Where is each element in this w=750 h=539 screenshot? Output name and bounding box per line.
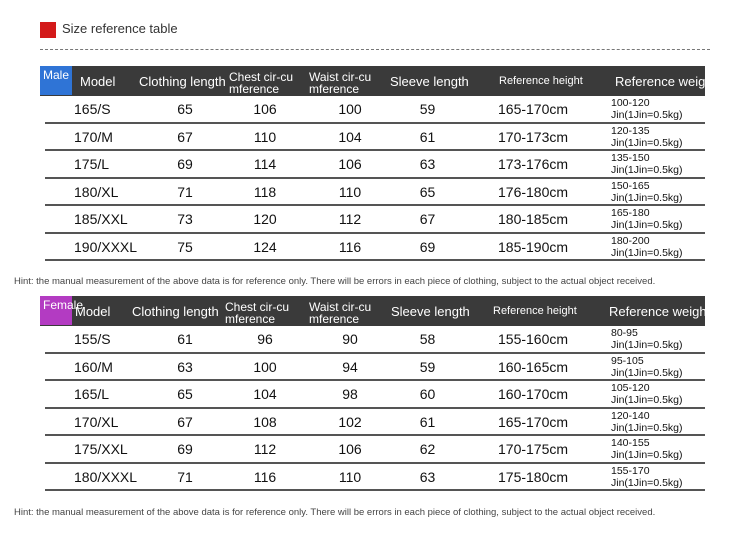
cell-clothing-length: 67 bbox=[177, 128, 193, 145]
cell-clothing-length: 69 bbox=[177, 156, 193, 172]
cell-model: 165/S bbox=[74, 101, 111, 117]
cell-sleeve: 61 bbox=[419, 413, 436, 430]
cell-weight: 95-105 Jin(1Jin=0.5kg) bbox=[611, 354, 683, 379]
cell-model: 165/L bbox=[74, 386, 110, 402]
cell-model: 170/XL bbox=[74, 413, 119, 430]
cell-sleeve: 63 bbox=[419, 156, 436, 172]
cell-clothing-length: 71 bbox=[177, 468, 193, 485]
cell-height: 170-175cm bbox=[498, 441, 569, 457]
cell-clothing-length: 69 bbox=[177, 441, 193, 457]
cell-waist: 106 bbox=[338, 441, 362, 457]
cell-chest: 106 bbox=[253, 101, 277, 117]
col-height: Reference height bbox=[499, 75, 583, 87]
col-weight: Reference weight bbox=[609, 303, 711, 319]
cell-model: 180/XXXL bbox=[74, 468, 138, 485]
col-sleeve: Sleeve length bbox=[391, 303, 470, 319]
cell-chest: 104 bbox=[253, 386, 277, 402]
col-model: Model bbox=[75, 303, 111, 319]
table-row bbox=[45, 326, 705, 354]
cell-clothing-length: 65 bbox=[177, 101, 193, 117]
cell-sleeve: 65 bbox=[419, 183, 436, 200]
col-waist: Waist cir-cumference bbox=[309, 300, 372, 326]
cell-height: 170-173cm bbox=[498, 128, 569, 145]
col-weight: Reference weight bbox=[615, 73, 717, 89]
cell-chest: 110 bbox=[253, 128, 277, 145]
cell-weight: 135-150 Jin(1Jin=0.5kg) bbox=[611, 152, 683, 176]
cell-sleeve: 59 bbox=[419, 101, 436, 117]
cell-chest: 120 bbox=[253, 211, 277, 227]
cell-chest: 100 bbox=[253, 358, 277, 375]
cell-height: 165-170cm bbox=[498, 101, 569, 117]
cell-sleeve: 67 bbox=[419, 211, 436, 227]
cell-model: 185/XXL bbox=[74, 211, 128, 227]
cell-weight: 140-155 Jin(1Jin=0.5kg) bbox=[611, 437, 683, 461]
table-row bbox=[45, 381, 705, 409]
cell-clothing-length: 75 bbox=[177, 238, 193, 255]
cell-clothing-length: 63 bbox=[177, 358, 193, 375]
cell-waist: 112 bbox=[338, 211, 362, 227]
cell-waist: 98 bbox=[342, 386, 358, 402]
cell-weight: 165-180 Jin(1Jin=0.5kg) bbox=[611, 207, 683, 231]
cell-waist: 110 bbox=[338, 468, 362, 485]
female-header-row bbox=[40, 296, 711, 326]
cell-waist: 116 bbox=[338, 238, 362, 255]
cell-model: 155/S bbox=[74, 331, 111, 347]
cell-height: 180-185cm bbox=[498, 211, 569, 227]
table-row bbox=[45, 234, 705, 262]
cell-waist: 106 bbox=[338, 156, 362, 172]
cell-height: 175-180cm bbox=[498, 468, 569, 485]
table-row bbox=[45, 179, 705, 207]
table-row bbox=[45, 151, 705, 179]
cell-model: 190/XXXL bbox=[74, 238, 138, 255]
cell-waist: 110 bbox=[338, 183, 362, 200]
cell-height: 160-165cm bbox=[498, 358, 569, 375]
cell-model: 160/M bbox=[74, 358, 113, 375]
cell-model: 175/XXL bbox=[74, 441, 128, 457]
cell-height: 160-170cm bbox=[498, 386, 569, 402]
gender-tag-female: Female bbox=[40, 296, 72, 325]
female-hint: Hint: the manual measurement of the above data is for reference only. There will be errors in each piece of clothing, subject to the actual object received. bbox=[14, 507, 656, 518]
table-row bbox=[45, 124, 705, 152]
cell-sleeve: 58 bbox=[419, 331, 436, 347]
cell-height: 155-160cm bbox=[498, 331, 569, 347]
cell-height: 185-190cm bbox=[498, 238, 569, 255]
cell-sleeve: 62 bbox=[419, 441, 436, 457]
col-chest: Chest cir-cumference bbox=[229, 70, 294, 96]
cell-weight: 150-165 Jin(1Jin=0.5kg) bbox=[611, 179, 683, 204]
cell-weight: 80-95 Jin(1Jin=0.5kg) bbox=[611, 327, 683, 351]
cell-waist: 94 bbox=[342, 358, 358, 375]
cell-clothing-length: 65 bbox=[177, 386, 193, 402]
cell-chest: 124 bbox=[253, 238, 277, 255]
table-row bbox=[45, 96, 705, 124]
col-model: Model bbox=[80, 73, 116, 89]
col-waist: Waist cir-cumference bbox=[309, 70, 372, 96]
cell-chest: 114 bbox=[253, 156, 277, 172]
male-hint: Hint: the manual measurement of the above data is for reference only. There will be errors in each piece of clothing, subject to the actual object received. bbox=[14, 276, 656, 287]
table-row bbox=[45, 354, 705, 382]
page-title: Size reference table bbox=[62, 21, 178, 36]
cell-weight: 120-135 Jin(1Jin=0.5kg) bbox=[611, 124, 683, 149]
female-size-table bbox=[40, 296, 711, 491]
col-height: Reference height bbox=[493, 305, 577, 317]
cell-clothing-length: 71 bbox=[177, 183, 193, 200]
col-sleeve: Sleeve length bbox=[390, 73, 469, 89]
header-square-icon bbox=[40, 22, 56, 38]
cell-weight: 105-120 Jin(1Jin=0.5kg) bbox=[611, 382, 683, 406]
cell-waist: 90 bbox=[342, 331, 358, 347]
cell-chest: 96 bbox=[257, 331, 273, 347]
divider bbox=[40, 49, 710, 50]
cell-chest: 118 bbox=[253, 183, 277, 200]
cell-weight: 155-170 Jin(1Jin=0.5kg) bbox=[611, 464, 683, 489]
col-clothing-length: Clothing length bbox=[139, 73, 226, 89]
cell-model: 175/L bbox=[74, 156, 110, 172]
cell-clothing-length: 73 bbox=[177, 211, 193, 227]
cell-clothing-length: 67 bbox=[177, 413, 193, 430]
table-row bbox=[45, 409, 705, 437]
cell-chest: 108 bbox=[253, 413, 277, 430]
cell-sleeve: 61 bbox=[419, 128, 436, 145]
cell-model: 170/M bbox=[74, 128, 113, 145]
cell-sleeve: 69 bbox=[419, 238, 436, 255]
cell-height: 173-176cm bbox=[498, 156, 569, 172]
male-size-table bbox=[40, 66, 717, 261]
table-row bbox=[45, 206, 705, 234]
cell-clothing-length: 61 bbox=[177, 331, 193, 347]
gender-tag-male: Male bbox=[40, 66, 72, 95]
cell-height: 165-170cm bbox=[498, 413, 569, 430]
cell-waist: 100 bbox=[338, 101, 362, 117]
cell-model: 180/XL bbox=[74, 183, 119, 200]
cell-chest: 112 bbox=[253, 441, 277, 457]
cell-sleeve: 59 bbox=[419, 358, 436, 375]
cell-height: 176-180cm bbox=[498, 183, 569, 200]
col-clothing-length: Clothing length bbox=[132, 303, 219, 319]
table-row bbox=[45, 436, 705, 464]
cell-waist: 104 bbox=[338, 128, 362, 145]
table-row bbox=[45, 464, 705, 492]
cell-weight: 100-120 Jin(1Jin=0.5kg) bbox=[611, 97, 683, 121]
cell-weight: 120-140 Jin(1Jin=0.5kg) bbox=[611, 409, 683, 434]
male-header-row bbox=[40, 66, 717, 96]
cell-chest: 116 bbox=[253, 468, 277, 485]
cell-waist: 102 bbox=[338, 413, 362, 430]
cell-sleeve: 60 bbox=[419, 386, 436, 402]
cell-sleeve: 63 bbox=[419, 468, 436, 485]
cell-weight: 180-200 Jin(1Jin=0.5kg) bbox=[611, 234, 683, 259]
col-chest: Chest cir-cumference bbox=[225, 300, 290, 326]
